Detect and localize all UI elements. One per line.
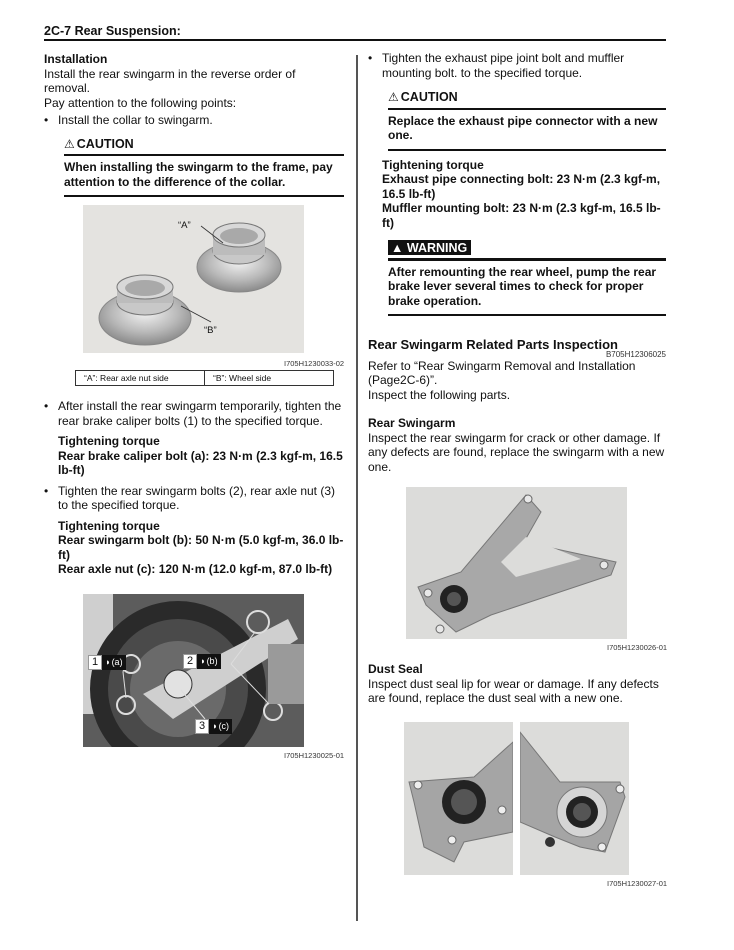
figure-id: I705H1230027-01 [607, 879, 668, 888]
torque-heading: Tightening torque [382, 157, 484, 172]
rear-swingarm-heading: Rear Swingarm [368, 416, 456, 430]
callout-tag-1 [88, 655, 126, 670]
left-column [44, 52, 344, 197]
refer-text: Refer to “Rear Swingarm Removal and Installation (Page2C-6)”. [368, 358, 636, 387]
dust-seal-section [368, 662, 666, 706]
warning-triangle-icon: ⚠ [64, 136, 75, 151]
torque-wrench-tag [209, 719, 232, 734]
bullet-text: Install the collar to swingarm. [58, 113, 213, 127]
tag-number: 3 [195, 719, 209, 734]
dust-seal-right-illustration [520, 722, 629, 875]
warning-brake [388, 240, 666, 316]
caution-label: CAUTION [76, 136, 134, 151]
tag-number: 2 [183, 654, 197, 669]
caption-a: “A”: Rear axle nut side [84, 373, 169, 383]
torque-line: Rear axle nut (c): 120 N·m (12.0 kgf-m, 87.0 lb-ft) [58, 562, 333, 576]
dust-seal-photo-right [520, 722, 629, 875]
bullet-install-collar: • Install the collar to swingarm. [44, 113, 213, 127]
callout-a: “A” [178, 220, 191, 231]
caution-body: Replace the exhaust pipe connector with a new one. [388, 113, 658, 142]
warning-label: WARNING [406, 241, 468, 255]
warning-badge [388, 240, 471, 255]
torque-heading: Tightening torque [58, 434, 160, 448]
collar-caption-table [75, 370, 334, 386]
left-column-lower [44, 399, 344, 577]
bullet-text: Tighten the exhaust pipe joint bolt and muffler mounting bolt. to the specified torque. [382, 51, 625, 80]
callout-tag-2 [183, 654, 221, 669]
warning-body: After remounting the rear wheel, pump the rear brake lever several times to check for proper brake operation. [388, 264, 657, 308]
collar-photo [83, 205, 304, 353]
swingarm-photo [406, 487, 627, 639]
warning-bottom-rule [388, 314, 666, 316]
torque-wrench-tag [102, 655, 125, 670]
dust-seal-photo-left [404, 722, 513, 875]
page-header: 2C-7 Rear Suspension: [44, 24, 181, 38]
section-ref-id: B705H12306025 [605, 349, 666, 359]
warning-triangle-filled-icon: ▲ [391, 241, 404, 255]
collar-illustration [83, 205, 304, 353]
section-title: Rear Swingarm Related Parts Inspection [368, 337, 618, 352]
bullet-caliper: • After install the rear swingarm temporarily, tighten the rear brake caliper bolts (1) to the specified torque. [44, 399, 342, 428]
figure-id: I705H1230033-02 [284, 359, 345, 368]
torque-spec-swingarm [58, 519, 344, 577]
inspection-section [368, 338, 666, 474]
torque-spec-exhaust [382, 158, 666, 231]
header-rule [44, 39, 666, 41]
bullet-text: After install the rear swingarm temporarily, tighten the rear brake caliper bolts (1) to the specified torque. [58, 399, 342, 428]
wrench-icon: ◗ [200, 656, 206, 666]
tag-letter: (a) [111, 657, 123, 667]
figure-id: I705H1230025-01 [284, 751, 345, 760]
torque-spec-caliper [58, 434, 344, 478]
wrench-icon: ◗ [212, 721, 218, 731]
torque-line: Muffler mounting bolt: 23 N·m (2.3 kgf-m, 16.5 lb-ft) [382, 201, 661, 230]
warning-triangle-icon: ⚠ [388, 90, 399, 104]
caution-bottom-rule [388, 149, 666, 151]
wrench-icon: ◗ [105, 657, 111, 667]
caution-bottom-rule [64, 195, 344, 197]
tag-letter: (c) [218, 721, 230, 731]
caption-b: “B”: Wheel side [204, 371, 333, 385]
caution-title [64, 137, 344, 152]
caution-collar [64, 137, 344, 198]
dust-seal-left-illustration [404, 722, 513, 875]
swingarm-illustration [406, 487, 627, 639]
column-divider [356, 55, 358, 921]
bullet-text: Tighten the rear swingarm bolts (2), rear axle nut (3) to the specified torque. [58, 483, 336, 512]
torque-line: Rear swingarm bolt (b): 50 N·m (5.0 kgf-m, 36.0 lb-ft) [58, 533, 344, 562]
rear-wheel-illustration [83, 594, 304, 747]
installation-heading: Installation [44, 52, 108, 66]
caution-label: CAUTION [400, 90, 458, 104]
caution-body: When installing the swingarm to the frame, pay attention to the difference of the collar. [64, 160, 333, 189]
caution-exhaust [388, 90, 666, 151]
callout-tag-3 [195, 719, 232, 734]
intro-line1: Install the rear swingarm in the reverse order of removal. [44, 66, 296, 95]
tag-letter: (b) [206, 656, 218, 666]
torque-heading: Tightening torque [58, 518, 160, 533]
tag-number: 1 [88, 655, 102, 670]
bullet-swingarm-bolts: • Tighten the rear swingarm bolts (2), rear axle nut (3) to the specified torque. [44, 483, 336, 512]
intro-line2: Pay attention to the following points: [44, 95, 237, 110]
torque-wrench-tag [197, 654, 220, 669]
figure-id: I705H1230026-01 [607, 643, 668, 652]
torque-line: Exhaust pipe connecting bolt: 23 N·m (2.3 kgf-m, 16.5 lb-ft) [382, 172, 661, 201]
rear-wheel-photo [83, 594, 304, 747]
bullet-exhaust: • Tighten the exhaust pipe joint bolt and muffler mounting bolt. to the specified torque. [368, 51, 625, 80]
inspect-text: Inspect the following parts. [368, 387, 511, 402]
dust-seal-heading: Dust Seal [368, 662, 423, 676]
warning-title [388, 240, 666, 256]
torque-line: Rear brake caliper bolt (a): 23 N·m (2.3 kgf-m, 16.5 lb-ft) [58, 448, 343, 477]
right-column [368, 51, 666, 474]
caution-title [388, 90, 666, 105]
rear-swingarm-text: Inspect the rear swingarm for crack or other damage. If any defects are found, replace the swingarm with a new one. [368, 430, 665, 474]
callout-b: “B” [204, 325, 217, 336]
dust-seal-text: Inspect dust seal lip for wear or damage. If any defects are found, replace the dust seal with a new one. [368, 676, 659, 705]
